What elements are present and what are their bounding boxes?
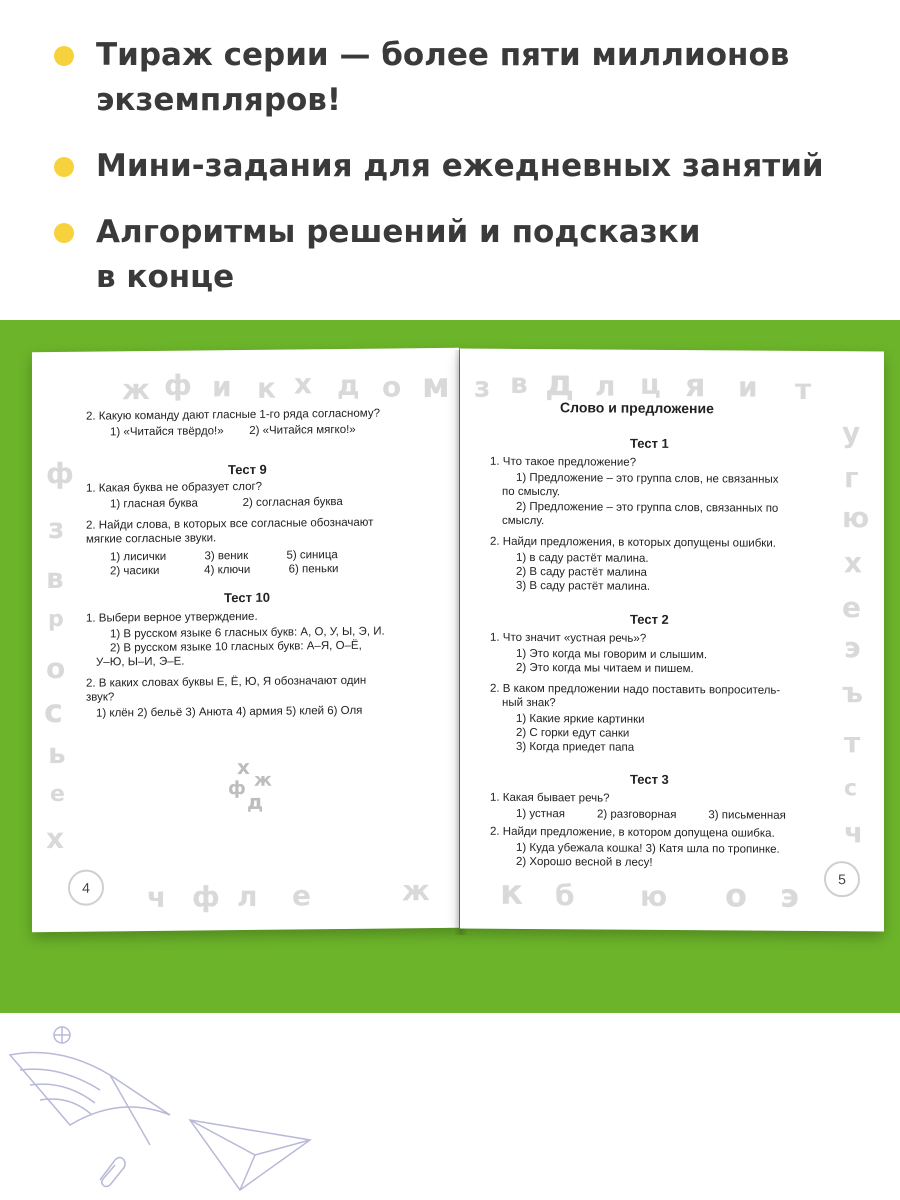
question-text: 1. Выбери верное утверждение. xyxy=(86,610,258,625)
answer-option: 2) Хорошо весной в лесу! xyxy=(516,855,653,869)
deco-letter: в xyxy=(510,366,528,400)
deco-letter: ъ xyxy=(842,676,864,710)
deco-letter: х xyxy=(844,546,863,580)
deco-letter: ф xyxy=(164,368,192,402)
deco-letter: у xyxy=(842,416,861,450)
answer-option: 1) Куда убежала кошка! 3) Катя шла по тропинке. xyxy=(516,841,780,856)
answer-options: 2) часики 4) ключи 6) пеньки xyxy=(110,563,339,578)
deco-letter: о xyxy=(46,651,66,686)
answer-option: 2) Это когда мы читаем и пишем. xyxy=(516,661,694,676)
deco-letter-stack-icon: д xyxy=(247,789,264,814)
bullet-print-run: Тираж серии — более пяти миллионов экземпляров! xyxy=(60,33,860,123)
deco-letter: ю xyxy=(640,879,668,913)
question-text: 2. В каких словах буквы Е, Ё, Ю, Я обозначают один xyxy=(86,674,367,690)
deco-letter: р xyxy=(48,606,64,633)
deco-letter: х xyxy=(46,821,65,856)
answer-options: 1) клён 2) бельё 3) Анюта 4) армия 5) клей 6) Оля xyxy=(96,704,363,720)
deco-letter: м xyxy=(422,365,450,407)
bullet-dot-icon xyxy=(54,46,74,66)
right-page xyxy=(460,349,884,932)
deco-letter: я xyxy=(685,366,706,405)
page-title: Слово и предложение xyxy=(560,399,714,417)
question-text: 2. Найди предложение, в котором допущена ошибка. xyxy=(490,825,775,840)
deco-letter: и xyxy=(738,370,758,404)
question-text: 2. В каком предложении надо поставить вопроситель- xyxy=(490,682,781,697)
deco-letter: ь xyxy=(48,736,66,771)
answer-option: 3) В саду растёт малина. xyxy=(516,579,651,593)
question-text: 1. Какая бывает речь? xyxy=(490,791,610,805)
deco-letter: э xyxy=(844,631,861,665)
question-text: 2. Найди предложения, в которых допущены ошибки. xyxy=(490,535,776,550)
deco-letter: е xyxy=(292,879,311,913)
page-number: 5 xyxy=(824,861,860,897)
deco-letter: ф xyxy=(46,456,74,491)
answer-options: 1) устная 2) разговорная 3) письменная xyxy=(516,807,786,822)
deco-letter: с xyxy=(44,691,63,731)
deco-letter: с xyxy=(844,776,858,802)
deco-letter: э xyxy=(780,876,799,915)
deco-letter-stack-icon: х xyxy=(237,754,250,780)
left-page xyxy=(32,348,459,932)
deco-letter: и xyxy=(212,370,232,404)
answer-option: У–Ю, Ы–И, Э–Е. xyxy=(96,655,185,669)
deco-letter: д xyxy=(337,368,360,403)
deco-letter: б xyxy=(555,879,575,913)
answer-option: 2) В саду растёт малина xyxy=(516,565,647,579)
question-text: мягкие согласные звуки. xyxy=(86,532,217,546)
bullet-dot-icon xyxy=(54,223,74,243)
deco-letter: з xyxy=(474,370,491,404)
deco-letter: х xyxy=(294,367,313,401)
answer-option: 2) Предложение – это группа слов, связанных по xyxy=(516,500,779,515)
answer-options: 1) лисички 3) веник 5) синица xyxy=(110,549,338,564)
answer-option: 1) Предложение – это группа слов, не связанных xyxy=(516,471,779,486)
answer-option: 3) Когда приедет папа xyxy=(516,740,635,754)
test-10-heading: Тест 10 xyxy=(224,589,271,606)
deco-letter: д xyxy=(545,363,575,405)
deco-letter: ф xyxy=(192,880,220,914)
deco-letter-stack-icon: ж xyxy=(254,769,272,791)
paper-plane-doodle-icon xyxy=(180,1100,330,1200)
deco-letter: е xyxy=(842,591,861,625)
paperclip-doodle-icon xyxy=(90,1150,130,1190)
deco-letter: ю xyxy=(842,501,870,535)
answer-option: смыслу. xyxy=(502,514,545,528)
deco-letter: к xyxy=(500,872,524,913)
question-text: 1. Что значит «устная речь»? xyxy=(490,631,647,645)
bullet-dot-icon xyxy=(54,157,74,177)
deco-letter: з xyxy=(48,511,65,546)
question-text: 1. Какая буква не образует слог? xyxy=(86,480,263,495)
answer-option: 2) С горки едут санки xyxy=(516,726,630,740)
deco-letter: ч xyxy=(844,816,864,850)
deco-letter: л xyxy=(595,369,616,403)
question-text: звук? xyxy=(86,691,115,704)
deco-letter: ж xyxy=(122,373,150,407)
question-text: ный знак? xyxy=(502,696,556,710)
deco-letter: г xyxy=(844,461,859,495)
deco-letter: е xyxy=(50,781,65,808)
test-9-heading: Тест 9 xyxy=(228,461,267,478)
bullet-algorithms: Алгоритмы решений и подсказки в конце xyxy=(60,210,860,300)
deco-letter: в xyxy=(46,561,64,596)
page-number: 4 xyxy=(68,869,104,905)
answer-option: 1) в саду растёт малина. xyxy=(516,551,649,565)
deco-letter: к xyxy=(257,371,277,405)
feature-bullets xyxy=(0,0,900,320)
question-text: 1. Что такое предложение? xyxy=(490,455,637,469)
open-book-doodle-icon xyxy=(0,1015,200,1165)
answer-option: 2) В русском языке 10 гласных букв: А–Я, О–Ё, xyxy=(110,639,362,655)
deco-letter: ц xyxy=(640,367,661,401)
open-book xyxy=(26,350,890,938)
answer-option: по смыслу. xyxy=(502,485,560,499)
question-text: 2. Найди слова, в которых все согласные обозначают xyxy=(86,516,374,532)
deco-letter: ч xyxy=(147,880,167,915)
test-3-heading: Тест 3 xyxy=(630,771,669,787)
deco-letter: ж xyxy=(402,874,430,908)
deco-letter: о xyxy=(382,370,402,404)
answer-option: 1) В русском языке 6 гласных букв: А, О, У, Ы, Э, И. xyxy=(110,625,385,641)
deco-letter: т xyxy=(844,726,861,760)
deco-letter: о xyxy=(725,876,747,915)
answer-options: 1) «Читайся твёрдо!» 2) «Читайся мягко!» xyxy=(110,423,356,439)
deco-letter: т xyxy=(795,372,812,406)
question-text: 2. Какую команду дают гласные 1-го ряда согласному? xyxy=(86,407,380,423)
answer-options: 1) гласная буква 2) согласная буква xyxy=(110,495,343,511)
answer-option: 1) Это когда мы говорим и слышим. xyxy=(516,647,708,662)
deco-letter: л xyxy=(237,879,258,914)
test-1-heading: Тест 1 xyxy=(630,435,669,451)
test-2-heading: Тест 2 xyxy=(630,611,669,627)
answer-option: 1) Какие яркие картинки xyxy=(516,712,645,726)
bullet-mini-tasks: Мини-задания для ежедневных занятий xyxy=(60,144,860,189)
deco-letter-stack-icon: ф xyxy=(228,777,246,800)
